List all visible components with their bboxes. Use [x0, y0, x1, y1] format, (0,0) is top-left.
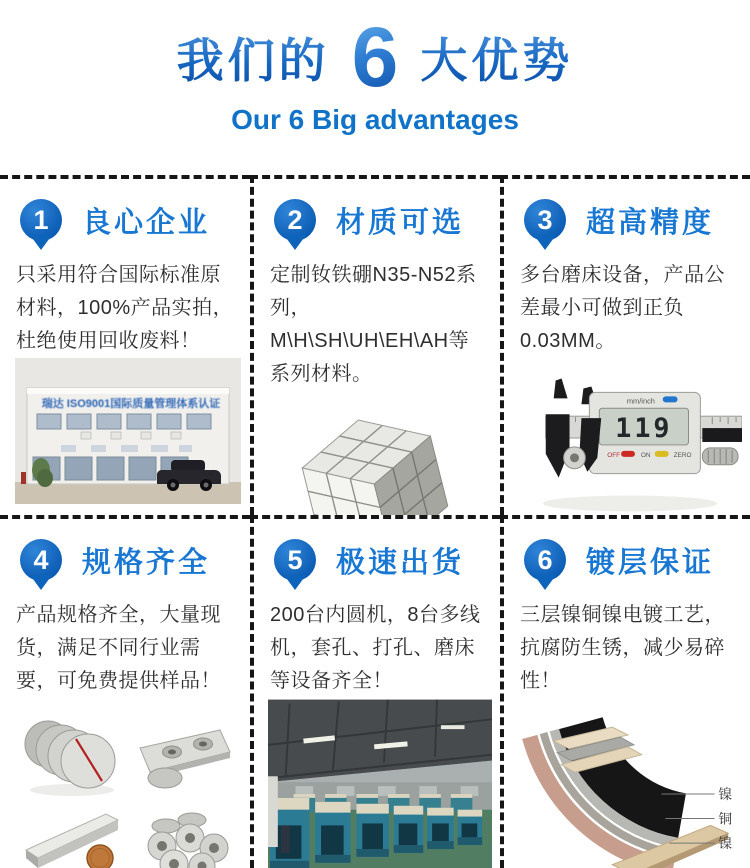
- coating-layer-label-nickel-bottom: 镍: [718, 836, 733, 851]
- number-pin-badge: [274, 199, 316, 241]
- pin-number: 4: [33, 544, 49, 575]
- card-title: 规格齐全: [82, 546, 211, 579]
- page-title: [0, 0, 750, 104]
- card-title: 良心企业: [82, 206, 211, 239]
- building-banner-text: 瑞达 ISO9001国际质量管理体系认证: [41, 398, 221, 410]
- pin-number: 1: [33, 204, 49, 235]
- number-pin-badge: [524, 539, 566, 581]
- card-description: 产品规格齐全，大量现货，满足不同行业需要，可免费提供样品！: [16, 604, 221, 692]
- caliper-units-label: mm/inch: [626, 396, 655, 406]
- card-title: 超高精度: [586, 206, 715, 239]
- card-title: 材质可选: [336, 206, 465, 239]
- caliper-off-label: OFF: [607, 451, 621, 459]
- card-head: [14, 193, 242, 245]
- card-title: 镀层保证: [586, 546, 715, 579]
- advantage-card-1: [0, 175, 250, 515]
- pin-number: 6: [537, 544, 553, 575]
- advantages-grid: [0, 175, 750, 868]
- caliper-lcd-reading: 119: [615, 413, 673, 445]
- number-pin-badge: [20, 199, 62, 241]
- digital-caliper-photo: [518, 358, 742, 515]
- card-description: 定制钕铁硼N35-N52系列，M\H\SH\UH\EH\AH等系列材料。: [270, 264, 477, 385]
- number-pin-badge: [274, 539, 316, 581]
- title-number: 6: [346, 15, 405, 99]
- number-pin-badge: [20, 539, 62, 581]
- title-prefix: 我们的: [177, 24, 330, 91]
- factory-building-photo: [14, 358, 242, 504]
- coating-layers-diagram: [518, 698, 742, 868]
- advantage-card-5: [250, 515, 500, 868]
- page-header: [0, 0, 750, 175]
- card-head: [518, 193, 742, 245]
- card-description: 只采用符合国际标准原材料，100%产品实拍，杜绝使用回收废料！: [16, 264, 234, 352]
- card-description: 三层镍铜镍电镀工艺，抗腐防生锈，减少易碎性！: [520, 604, 725, 692]
- page-subtitle: Our 6 Big advantages: [231, 104, 519, 135]
- coating-layer-label-copper: 铜: [718, 811, 733, 827]
- card-title: 极速出货: [336, 546, 465, 579]
- caliper-on-label: ON: [640, 451, 651, 459]
- card-description: 多台磨床设备，产品公差最小可做到正负0.03MM。: [520, 264, 725, 352]
- magnet-cube-photo: [268, 391, 492, 515]
- advantage-card-6: [500, 515, 750, 868]
- advantage-card-3: [500, 175, 750, 515]
- card-head: [268, 533, 492, 585]
- card-head: [14, 533, 242, 585]
- number-pin-badge: [524, 199, 566, 241]
- coating-layer-label-nickel-top: 镍: [718, 786, 733, 802]
- title-suffix: 大优势: [420, 24, 573, 91]
- magnet-assortment-photo: [14, 698, 242, 868]
- card-head: [518, 533, 742, 585]
- pin-number: 5: [287, 544, 303, 575]
- card-head: [268, 193, 492, 245]
- advantage-card-2: [250, 175, 500, 515]
- advantage-card-4: [0, 515, 250, 868]
- caliper-zero-label: ZERO: [673, 451, 692, 459]
- pin-number: 2: [287, 204, 303, 235]
- pin-number: 3: [537, 204, 553, 235]
- workshop-photo: [268, 698, 492, 868]
- card-description: 200台内圆机，8台多线机，套孔、打孔、磨床等设备齐全！: [270, 604, 481, 692]
